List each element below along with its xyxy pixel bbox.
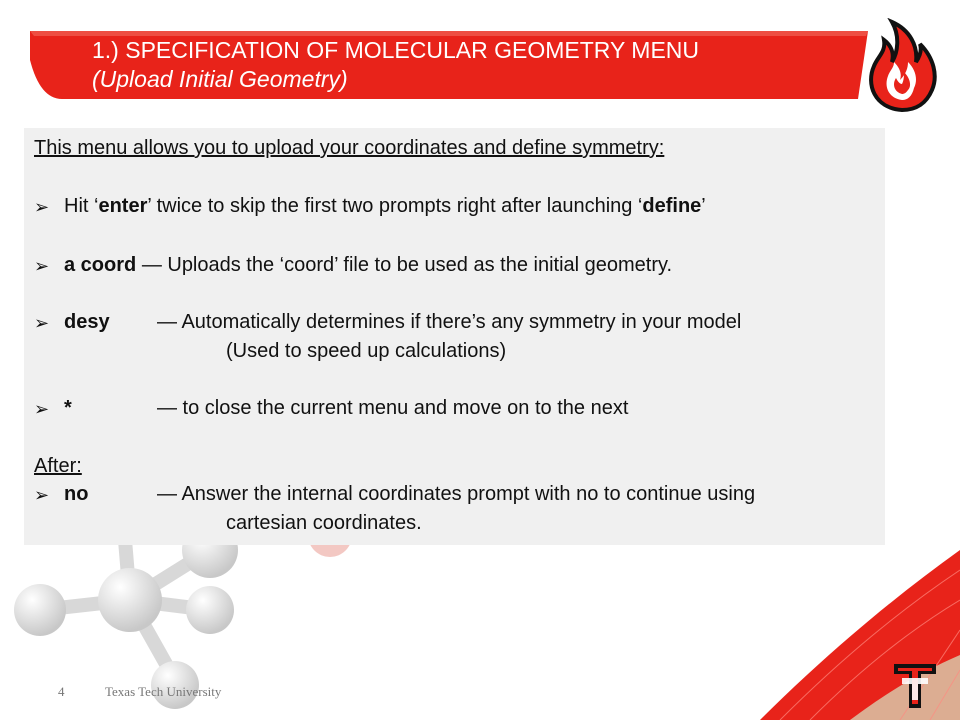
bullet-a-coord: [64, 254, 672, 277]
bullet-icon: ➢: [34, 399, 50, 419]
bullet-icon: ➢: [34, 256, 50, 276]
command-description-note: (Used to speed up calculations): [226, 340, 507, 362]
command-description: — Automatically determines if there’s any symmetry in your model: [157, 311, 742, 333]
title-line-1: 1.) SPECIFICATION OF MOLECULAR GEOMETRY MENU: [92, 37, 700, 63]
flame-logo-icon: [862, 18, 942, 113]
footer-university: Texas Tech University: [105, 684, 222, 699]
command-keyword: desy: [64, 311, 110, 333]
content-panel: [24, 128, 885, 545]
command-description-note: cartesian coordinates.: [226, 512, 422, 534]
page-number: 4: [58, 684, 65, 699]
command-keyword: a coord: [64, 254, 137, 276]
command-description: — to close the current menu and move on to the next: [157, 397, 629, 419]
double-t-logo-icon: [890, 660, 940, 712]
bullet-enter: Hit ‘enter’ twice to skip the first two prompts right after launching ‘define’: [64, 195, 706, 217]
command-description: — Uploads the ‘coord’ file to be used as the initial geometry.: [141, 254, 673, 276]
bullet-icon: ➢: [34, 313, 50, 333]
title-line-2: (Upload Initial Geometry): [92, 66, 348, 92]
command-keyword: *: [64, 397, 72, 419]
after-label: After:: [34, 455, 82, 477]
slide-title: [92, 36, 699, 94]
command-keyword: no: [64, 483, 89, 505]
command-description: — Answer the internal coordinates prompt with no to continue using: [157, 483, 756, 505]
intro-text: This menu allows you to upload your coordinates and define symmetry:: [34, 137, 665, 159]
bullet-icon: ➢: [34, 197, 50, 217]
bullet-icon: ➢: [34, 485, 50, 505]
